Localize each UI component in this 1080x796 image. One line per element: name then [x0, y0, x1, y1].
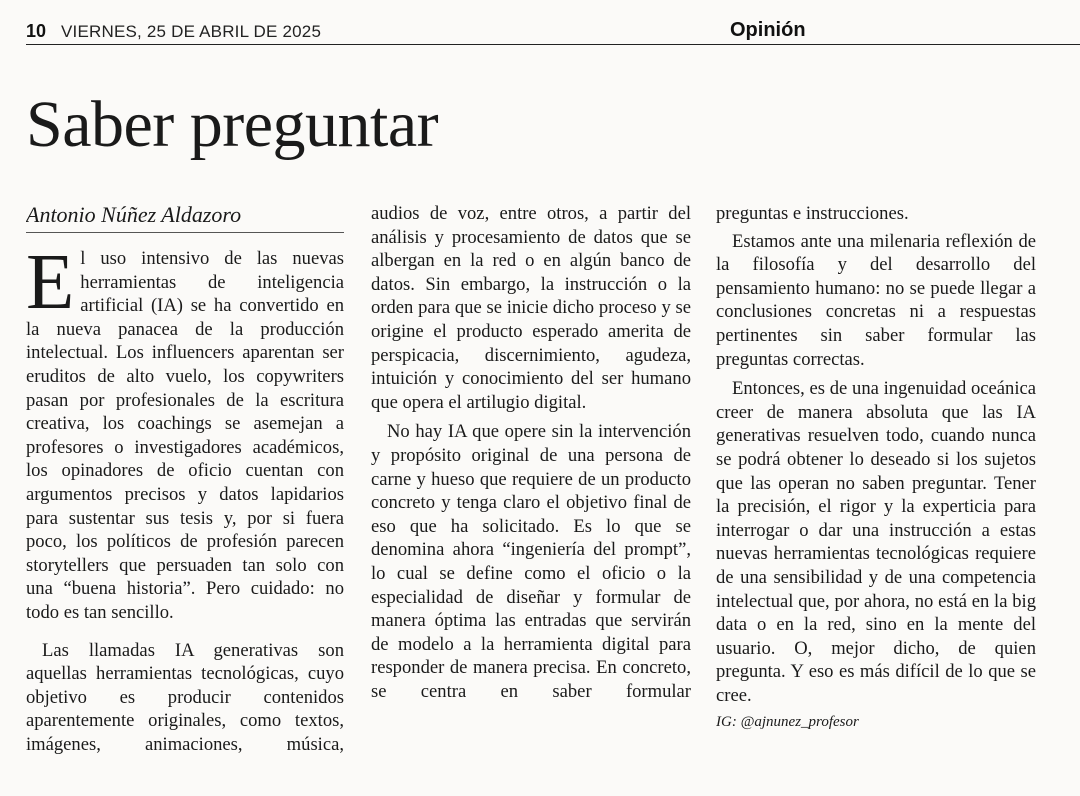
- byline: Antonio Núñez Aldazoro: [26, 202, 344, 233]
- paragraph-3b: preguntas e instrucciones.: [716, 203, 909, 224]
- paragraph-5: Entonces, es de una ingenuidad oceánica creer de manera absoluta que las IA generativas resuelven todo, cuando nunca se podrá obtener lo deseado si los sujetos que las operan no saben preguntar. Tener la precisión, el rigor y la experticia para interrogar o dar una instrucción a estas nuevas herramientas tecnológicas requiere de una sensibilidad y de una competencia intelectual que, por ahora, no está en la big data o en la red, sino en la mente del usuario. O, mejor dicho, de quien pregunta. Y eso es más difícil de lo que se cree.: [716, 378, 1036, 706]
- article-column-3: [716, 202, 1036, 792]
- article-column-2: [371, 202, 691, 792]
- publication-date: VIERNES, 25 DE ABRIL DE 2025: [61, 22, 322, 41]
- article-headline: Saber preguntar: [26, 88, 439, 161]
- article-column-1: [26, 202, 344, 792]
- paragraph-2a: Las llamadas IA generativas son aquellas herramientas tecnológicas, cuyo objetivo es producir contenidos aparentemente originales, como textos, imágenes, animaciones, música,: [26, 639, 344, 755]
- page-number: 10: [26, 21, 47, 41]
- paragraph-2b: audios de voz, entre otros, a partir del análisis y procesamiento de datos que se albergan en la red o en algún banco de datos. Sin embargo, la instrucción o la orden para que se inicie dicho proceso y se origine el producto esperado amerita de perspicacia, discernimiento, agudeza, intuición y conocimiento del ser humano que opera el artilugio digital.: [371, 203, 691, 413]
- drop-cap: E: [26, 239, 75, 326]
- paragraph-4: Estamos ante una milenaria reflexión de la filosofía y del desarrollo del pensamiento humano: no se puede llegar a conclusiones concretas ni a respuestas pertinentes sin saber formular las preguntas correctas.: [716, 230, 1036, 370]
- page-header: [26, 18, 1080, 45]
- paragraph-intro: [26, 239, 344, 625]
- paragraph-intro-text: l uso intensivo de las nuevas herramientas de inteligencia artificial (IA) se ha convertido en la nueva panacea de la producción intelectual. Los influencers aparentan ser eruditos de alto vuelo, los copywriters pasan por profesionales de la escritura creativa, los coachings se asemejan a profesores o investigadores académicos, los opinadores de oficio cuentan con argumentos precisos y datos lapidarios para sustentar sus tesis y, por si fuera poco, los políticos de profesión parecen storytellers que persuaden tan solo con una “buena historia”. Pero cuidado: no todo es tan sencillo.: [26, 248, 344, 623]
- section-name: Opinión: [730, 19, 806, 41]
- author-signature: IG: @ajnunez_profesor: [716, 714, 859, 731]
- paragraph-3a: No hay IA que opere sin la intervención y propósito original de una persona de carne y hueso que requiere de un producto concreto y tenga claro el objetivo final de eso que ha solicitado. Es lo que se denomina ahora “ingeniería del prompt”, lo cual se define como el oficio o la especialidad de diseñar y formular de manera óptima las entradas que servirán de modelo a la herramienta digital para responder de manera precisa. En concreto, se centra en saber formular: [371, 421, 691, 702]
